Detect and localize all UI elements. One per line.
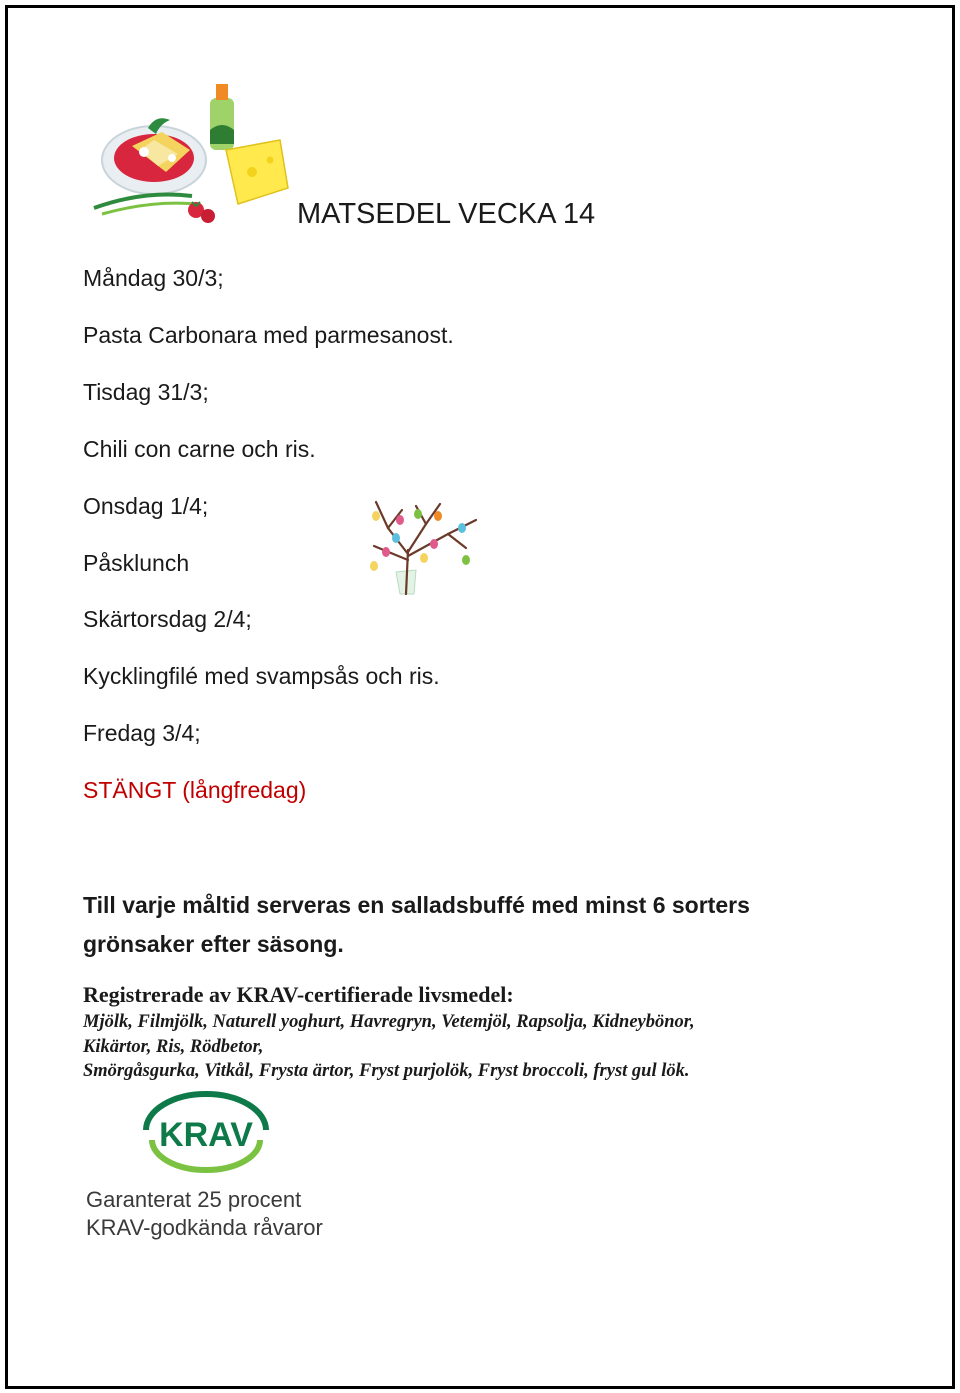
menu-dish-monday: Pasta Carbonara med parmesanost. [83,322,454,348]
krav-caption-line-1: Garanterat 25 procent [86,1187,302,1212]
krav-caption-line-2: KRAV-godkända råvaror [86,1215,323,1240]
menu-day-wednesday: Onsdag 1/4; [83,493,209,519]
salad-buffet-note: Till varje måltid serveras en salladsbuffé med minst 6 sorters grönsaker efter säsong. [83,892,750,957]
krav-ingredient-line: Mjölk, Filmjölk, Naturell yoghurt, Havregryn, Vetemjöl, Rapsolja, Kidneybönor, [83,1012,695,1032]
menu-day-monday: Måndag 30/3; [83,265,224,291]
krav-ingredient-line: Kikärtor, Ris, Rödbetor, [83,1036,264,1057]
menu-day-friday: Fredag 3/4; [83,720,201,746]
easter-tree-icon [366,494,482,598]
krav-ingredient-line: Smörgåsgurka, Vitkål, Frysta ärtor, Fryst purjolök, Fryst broccoli, fryst gul lök. [83,1061,690,1081]
krav-logo-caption [86,1186,323,1242]
menu-dish-wednesday: Påsklunch [83,550,190,576]
krav-heading: Registrerade av KRAV-certifierade livsmedel: [83,982,514,1007]
krav-logo [140,1090,272,1176]
krav-logo-word: KRAV [159,1116,253,1154]
menu-dish-tuesday: Chili con carne och ris. [83,436,316,462]
food-clipart-icon [92,80,292,230]
menu-dish-thursday: Kycklingfilé med svampsås och ris. [83,663,440,689]
krav-ingredient-list [83,1010,863,1084]
menu-dish-friday-closed: STÄNGT (långfredag) [83,777,307,803]
menu-day-tuesday: Tisdag 31/3; [83,379,209,405]
page-title: MATSEDEL VECKA 14 [297,198,596,230]
menu-day-thursday: Skärtorsdag 2/4; [83,606,252,632]
